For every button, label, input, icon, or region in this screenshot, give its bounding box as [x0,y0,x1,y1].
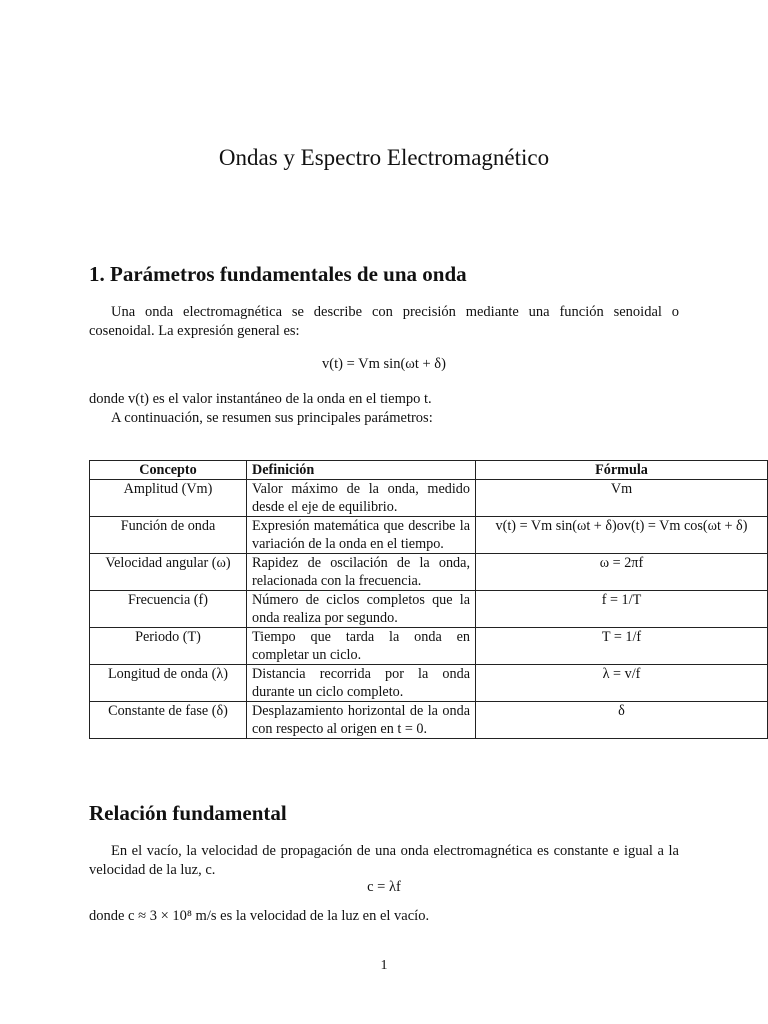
definition-cell: Expresión matemática que describe la variación de la onda en el tiempo. [247,517,476,554]
summary-line: A continuación, se resumen sus principales parámetros: [111,410,433,426]
definition-cell: Desplazamiento horizontal de la onda con respecto al origen en t = 0. [247,702,476,739]
equation-explanation: donde v(t) es el valor instantáneo de la onda en el tiempo t. [89,391,432,407]
section-heading-parameters: 1. Parámetros fundamentales de una onda [89,262,467,286]
formula-cell: T = 1/f [476,628,768,665]
document-title: Ondas y Espectro Electromagnético [218,145,550,170]
concept-cell: Constante de fase (δ) [90,702,247,739]
definition-cell: Tiempo que tarda la onda en completar un ciclo. [247,628,476,665]
definition-cell: Número de ciclos completos que la onda realiza por segundo. [247,591,476,628]
table-row [90,702,768,739]
concept-cell: Función de onda [90,517,247,554]
formula-cell: δ [476,702,768,739]
formula-cell: Vm [476,480,768,517]
concept-cell: Periodo (T) [90,628,247,665]
formula-cell: v(t) = Vm sin(ωt + δ)ov(t) = Vm cos(ωt + δ) [476,517,768,554]
definition-cell: Rapidez de oscilación de la onda, relacionada con la frecuencia. [247,554,476,591]
table-row [90,591,768,628]
parameters-table [89,460,768,739]
wave-equation: v(t) = Vm sin(ωt + δ) [322,356,446,372]
header-definition: Definición [247,461,476,480]
intro-paragraph: Una onda electromagnética se describe con precisión mediante una función senoidal o cosenoidal. La expresión general es: [89,304,679,339]
formula-cell: f = 1/T [476,591,768,628]
page-number: 1 [380,958,388,973]
relation-equation: c = λf [367,879,401,895]
concept-cell: Velocidad angular (ω) [90,554,247,591]
relation-paragraph: En el vacío, la velocidad de propagación de una onda electromagnética es constante e igual a la velocidad de la luz, c. [89,843,679,878]
header-concept: Concepto [90,461,247,480]
table-row [90,480,768,517]
table-row [90,665,768,702]
formula-cell: ω = 2πf [476,554,768,591]
formula-cell: λ = v/f [476,665,768,702]
table-header-row [90,461,768,480]
table-row [90,554,768,591]
section-heading-relation: Relación fundamental [89,801,287,825]
concept-cell: Amplitud (Vm) [90,480,247,517]
table-row [90,517,768,554]
concept-cell: Longitud de onda (λ) [90,665,247,702]
definition-cell: Valor máximo de la onda, medido desde el eje de equilibrio. [247,480,476,517]
definition-cell: Distancia recorrida por la onda durante un ciclo completo. [247,665,476,702]
concept-cell: Frecuencia (f) [90,591,247,628]
header-formula: Fórmula [476,461,768,480]
table-row [90,628,768,665]
light-speed-note: donde c ≈ 3 × 10⁸ m/s es la velocidad de la luz en el vacío. [89,908,430,924]
